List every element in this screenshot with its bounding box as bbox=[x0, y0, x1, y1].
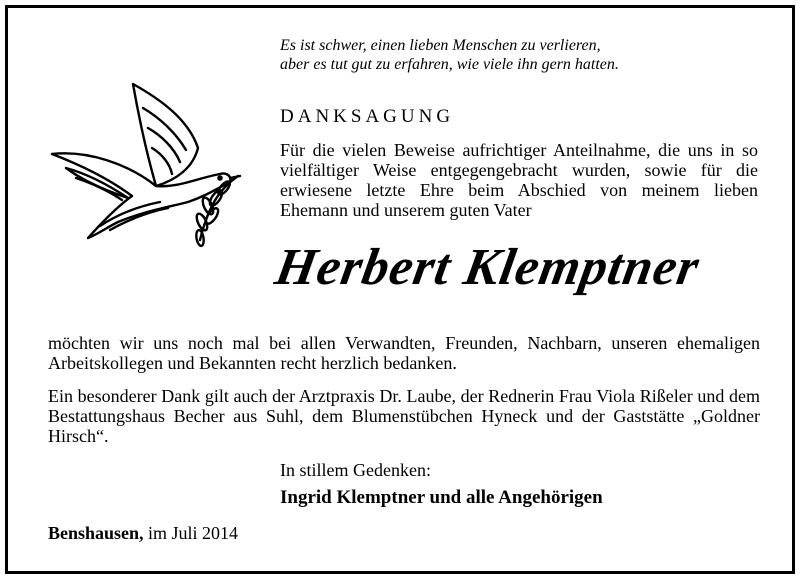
heading-danksagung: DANKSAGUNG bbox=[280, 106, 455, 127]
place: Benshausen, bbox=[48, 523, 144, 543]
date: im Juli 2014 bbox=[148, 523, 239, 543]
place-and-date bbox=[48, 523, 238, 544]
intro-paragraph: Für die vielen Beweise aufrichtiger Anteilnahme, die uns in so vielfältiger Weise entgegengebracht wurden, sowie für die erwiesene letzte Ehre beim Abschied von meinem lieben Ehemann und unserem guten Vater bbox=[280, 140, 758, 220]
quote-line-2: aber es tut gut zu erfahren, wie viele ihn gern hatten. bbox=[280, 56, 619, 73]
obituary-notice bbox=[5, 5, 795, 574]
opening-quote bbox=[280, 36, 760, 74]
signers: Ingrid Klemptner und alle Angehörigen bbox=[280, 487, 603, 508]
thanks-paragraph: möchten wir uns noch mal bei allen Verwandten, Freunden, Nachbarn, unseren ehemaligen Arbeitskollegen und Bekannten recht herzlich bedanken. bbox=[48, 333, 760, 373]
dove-with-olive-branch-icon bbox=[48, 78, 243, 250]
in-memory-line: In stillem Gedenken: bbox=[280, 460, 431, 480]
special-thanks-paragraph: Ein besonderer Dank gilt auch der Arztpraxis Dr. Laube, der Rednerin Frau Viola Rißeler und dem Bestattungshaus Becher aus Suhl, dem Blumenstübchen Hyneck und der Gaststätte „Goldner Hirsch“. bbox=[48, 386, 760, 446]
quote-line-1: Es ist schwer, einen lieben Menschen zu verlieren, bbox=[280, 37, 601, 54]
deceased-name: Herbert Klemptner bbox=[271, 239, 704, 296]
